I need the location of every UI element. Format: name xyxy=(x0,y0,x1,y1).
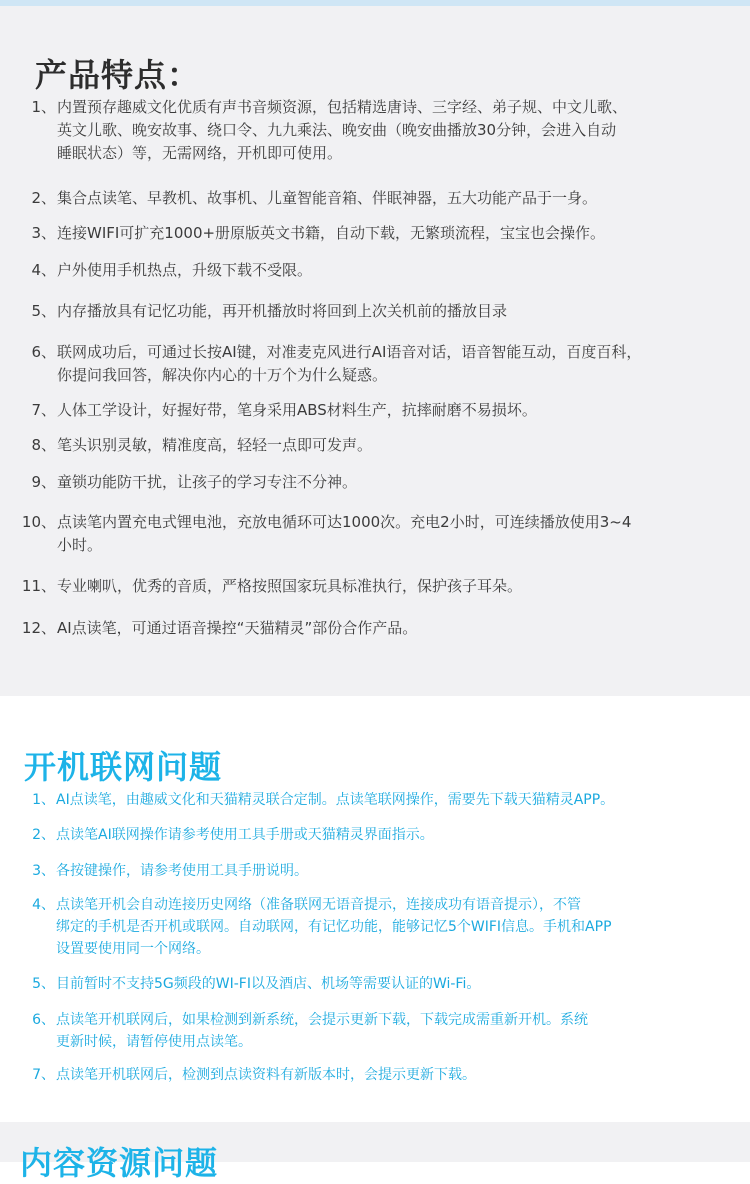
network-section xyxy=(0,696,750,1122)
feature-number: 8、 xyxy=(31,436,56,454)
network-text xyxy=(56,1064,706,1086)
feature-line: 户外使用手机热点，升级下载不受限。 xyxy=(57,261,313,279)
network-number: 1、 xyxy=(32,792,55,808)
feature-text xyxy=(57,471,707,494)
feature-text xyxy=(57,617,707,640)
network-line: 绑定的手机是否开机或联网。自动联网，有记忆功能，能够记忆5个WIFI信息。手机和APP xyxy=(56,919,612,935)
feature-number: 10、 xyxy=(21,513,56,531)
feature-text xyxy=(57,96,707,165)
network-line: 各按键操作，请参考使用工具手册说明。 xyxy=(56,863,308,879)
feature-number: 11、 xyxy=(21,577,56,595)
content-section xyxy=(0,1122,750,1182)
feature-line: 专业喇叭，优秀的音质，严格按照国家玩具标准执行，保护孩子耳朵。 xyxy=(57,577,523,595)
feature-text xyxy=(57,222,707,245)
feature-line: 人体工学设计，好握好带，笔身采用ABS材料生产，抗摔耐磨不易损坏。 xyxy=(57,401,537,419)
feature-line: 睡眠状态）等，无需网络，开机即可使用。 xyxy=(57,144,343,162)
feature-number: 2、 xyxy=(31,189,56,207)
network-line: 点读笔AI联网操作请参考使用工具手册或天猫精灵界面指示。 xyxy=(56,827,434,843)
feature-line: 内置预存趣威文化优质有声书音频资源，包括精选唐诗、三字经、弟子规、中文儿歌、 xyxy=(57,98,628,116)
feature-line: 童锁功能防干扰，让孩子的学习专注不分神。 xyxy=(57,473,358,491)
network-line: 目前暂时不支持5G频段的WI-FI以及酒店、机场等需要认证的Wi-Fi。 xyxy=(56,976,481,992)
network-text xyxy=(56,789,706,811)
network-number: 5、 xyxy=(32,976,55,992)
feature-line: AI点读笔，可通过语音操控“天猫精灵”部份合作产品。 xyxy=(57,619,418,637)
feature-line: 点读笔内置充电式锂电池，充放电循环可达1000次。充电2小时，可连续播放使用3~4 xyxy=(57,513,632,531)
feature-text xyxy=(57,575,707,598)
network-line: 更新时候，请暂停使用点读笔。 xyxy=(56,1034,252,1050)
network-line: 点读笔开机联网后，检测到点读资料有新版本时，会提示更新下载。 xyxy=(56,1067,476,1083)
feature-number: 12、 xyxy=(21,619,56,637)
feature-text xyxy=(57,399,707,422)
network-line: 点读笔开机会自动连接历史网络（准备联网无语音提示，连接成功有语音提示），不管 xyxy=(56,897,581,913)
network-title: 开机联网问题 xyxy=(24,748,223,786)
feature-line: 集合点读笔、早教机、故事机、儿童智能音箱、伴眠神器，五大功能产品于一身。 xyxy=(57,189,598,207)
network-number: 6、 xyxy=(32,1012,55,1028)
feature-number: 4、 xyxy=(31,261,56,279)
feature-line: 英文儿歌、晚安故事、绕口令、九九乘法、晚安曲（晚安曲播放30分钟，会进入自动 xyxy=(57,121,617,139)
feature-line: 小时。 xyxy=(57,536,103,554)
feature-line: 连接WIFI可扩充1000+册原版英文书籍，自动下载，无繁琐流程，宝宝也会操作。 xyxy=(57,224,606,242)
feature-number: 7、 xyxy=(31,401,56,419)
feature-text xyxy=(57,511,707,557)
feature-line: 你提问我回答，解决你内心的十万个为什么疑惑。 xyxy=(57,366,388,384)
network-text xyxy=(56,1009,706,1053)
feature-line: 笔头识别灵敏，精准度高，轻轻一点即可发声。 xyxy=(57,436,373,454)
feature-text xyxy=(57,300,707,323)
network-number: 3、 xyxy=(32,863,55,879)
feature-text xyxy=(57,341,707,387)
network-number: 2、 xyxy=(32,827,55,843)
feature-number: 5、 xyxy=(31,302,56,320)
feature-line: 联网成功后，可通过长按AI键，对准麦克风进行AI语音对话，语音智能互动，百度百科， xyxy=(57,343,642,361)
feature-text xyxy=(57,187,707,210)
feature-number: 3、 xyxy=(31,224,56,242)
network-number: 7、 xyxy=(32,1067,55,1083)
network-line: AI点读笔，由趣威文化和天猫精灵联合定制。点读笔联网操作，需要先下载天猫精灵APP。 xyxy=(56,792,615,808)
feature-number: 9、 xyxy=(31,473,56,491)
features-section xyxy=(0,6,750,696)
network-text xyxy=(56,860,706,882)
network-number: 4、 xyxy=(32,897,55,913)
network-line: 点读笔开机联网后，如果检测到新系统，会提示更新下载，下载完成需重新开机。系统 xyxy=(56,1012,588,1028)
feature-text xyxy=(57,259,707,282)
features-title: 产品特点： xyxy=(35,56,201,94)
feature-text xyxy=(57,434,707,457)
feature-line: 内存播放具有记忆功能，再开机播放时将回到上次关机前的播放目录 xyxy=(57,302,508,320)
feature-number: 1、 xyxy=(31,98,56,116)
content-title: 内容资源问题 xyxy=(20,1144,219,1182)
network-text xyxy=(56,824,706,846)
network-text xyxy=(56,973,706,995)
feature-number: 6、 xyxy=(31,343,56,361)
network-text xyxy=(56,894,706,960)
network-line: 设置要使用同一个网络。 xyxy=(56,941,210,957)
